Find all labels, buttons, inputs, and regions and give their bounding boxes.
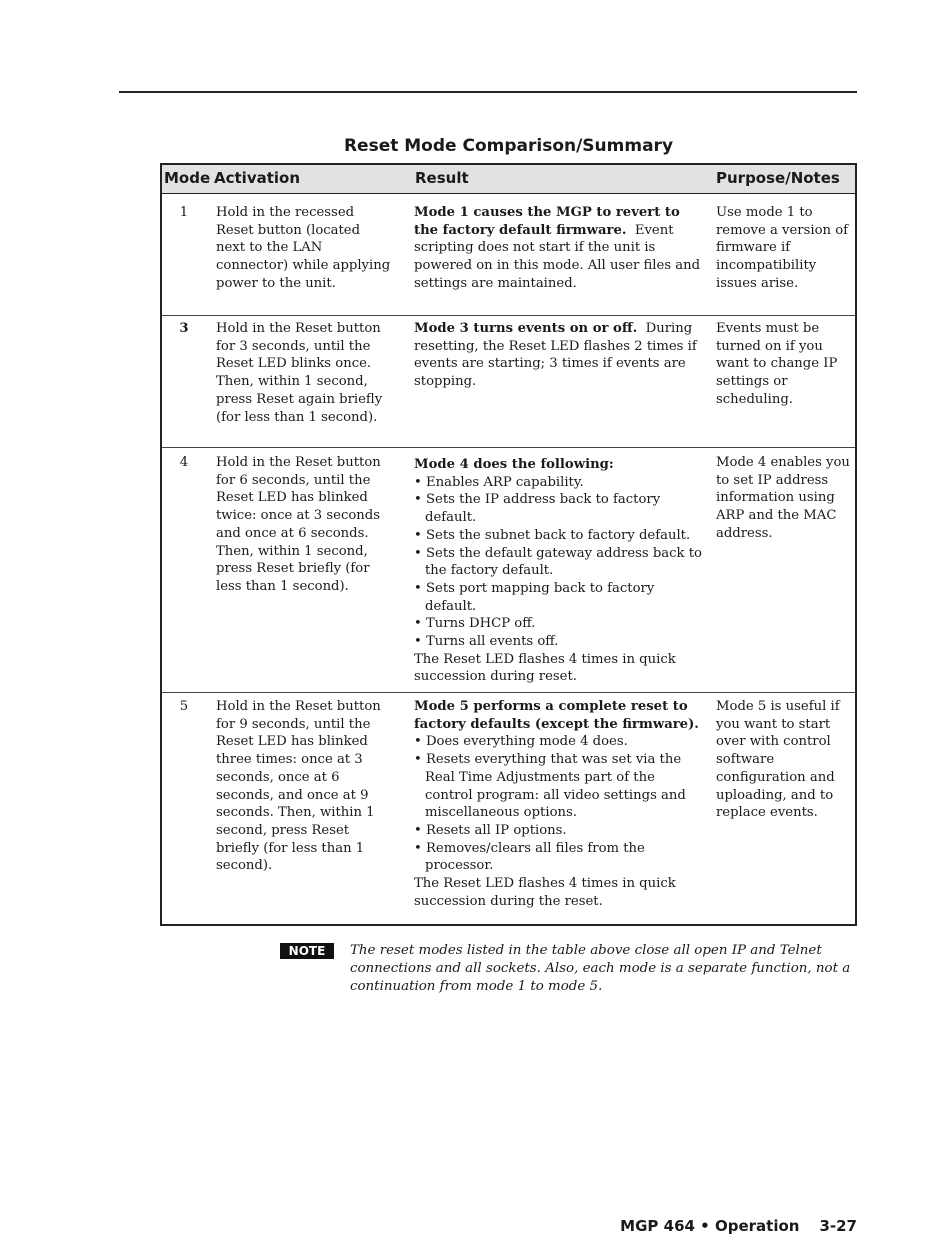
result-heading: Mode 3 turns events on or off. [414, 321, 638, 336]
row-mode: 5 [179, 699, 189, 714]
header-notes: Purpose/Notes [716, 169, 840, 187]
bullet-item: • Removes/clears all files from the processor. [414, 840, 645, 874]
bullet-item: • Sets the subnet back to factory default. [414, 527, 691, 543]
table-title: Reset Mode Comparison/Summary [343, 136, 674, 156]
row-divider [162, 692, 855, 693]
row-activation: Hold in the Reset button for 6 seconds, until the Reset LED has blinked twice: once at 3 seconds and once at 6 seconds. Then, within 1 second, press Reset briefly (for less than 1 second). [216, 455, 381, 594]
result-heading: Mode 5 performs a complete reset to factory defaults (except the firmware). [414, 699, 699, 732]
note-text: The reset modes listed in the table above close all open IP and Telnet connections and all sockets. Also, each mode is a separate function, not a continuation from mode 1 to mode 5. [350, 943, 851, 994]
result-text: The Reset LED flashes 4 times in quick succession during the reset. [414, 876, 676, 909]
row-mode: 4 [179, 455, 189, 470]
bullet-item: • Does everything mode 4 does. [414, 734, 628, 750]
row-result [414, 204, 704, 293]
page-number: 3-27 [819, 1217, 857, 1235]
top-rule [119, 91, 857, 93]
table-header-row [162, 165, 855, 194]
row-mode: 3 [179, 321, 189, 336]
bullet-item: • Resets all IP options. [414, 822, 567, 838]
row-activation: Hold in the Reset button for 3 seconds, until the Reset LED blinks once. Then, within 1 second, press Reset again briefly (for less than 1 second). [216, 321, 383, 425]
row-notes: Events must be turned on if you want to change IP settings or scheduling. [716, 321, 838, 407]
header-mode: Mode [164, 169, 211, 187]
row-activation: Hold in the Reset button for 9 seconds, until the Reset LED has blinked three times: once at 3 seconds, once at 6 seconds, and once at 9 seconds. Then, within 1 second, press Reset briefly (for less than 1 second). [216, 699, 381, 874]
result-heading: Mode 1 causes the MGP to revert to the factory default firmware. [414, 205, 680, 238]
bullet-item: • Sets the default gateway address back to the factory default. [414, 545, 702, 579]
row-divider [162, 447, 855, 448]
bullet-item: • Turns DHCP off. [414, 616, 536, 632]
row-activation: Hold in the recessed Reset button (located next to the LAN connector) while applying power to the unit. [216, 205, 391, 291]
page-footer [520, 1217, 857, 1235]
row-notes: Use mode 1 to remove a version of firmware if incompatibility issues arise. [716, 205, 849, 291]
header-result: Result [415, 169, 469, 187]
result-text: Event scripting does not start if the unit is powered on in this mode. All user files and settings are maintained. [414, 222, 701, 291]
footer-product: MGP 464 • Operation [620, 1217, 800, 1235]
result-heading: Mode 4 does the following: [414, 457, 614, 472]
reset-mode-table [160, 163, 857, 926]
bullet-item: • Enables ARP capability. [414, 474, 584, 490]
bullet-item: • Resets everything that was set via the Real Time Adjustments part of the control program: all video settings and miscellaneous options. [414, 752, 686, 821]
row-divider [162, 315, 855, 316]
result-text: The Reset LED flashes 4 times in quick succession during reset. [414, 651, 676, 685]
bullet-item: • Sets port mapping back to factory default. [414, 580, 655, 614]
result-text: During resetting, the Reset LED flashes 2 times if events are starting; 3 times if events are stopping. [414, 321, 697, 390]
header-activation: Activation [214, 169, 301, 187]
row-mode: 1 [179, 205, 189, 220]
row-notes: Mode 5 is useful if you want to start over with control software configuration and uploading, and to replace events. [716, 699, 840, 821]
bullet-item: • Sets the IP address back to factory default. [414, 492, 661, 526]
bullet-item: • Turns all events off. [414, 634, 559, 650]
row-result [414, 320, 704, 391]
row-result [414, 698, 704, 910]
row-result [414, 456, 704, 686]
note-badge: NOTE [280, 943, 334, 959]
row-notes: Mode 4 enables you to set IP address information using ARP and the MAC address. [716, 455, 850, 541]
